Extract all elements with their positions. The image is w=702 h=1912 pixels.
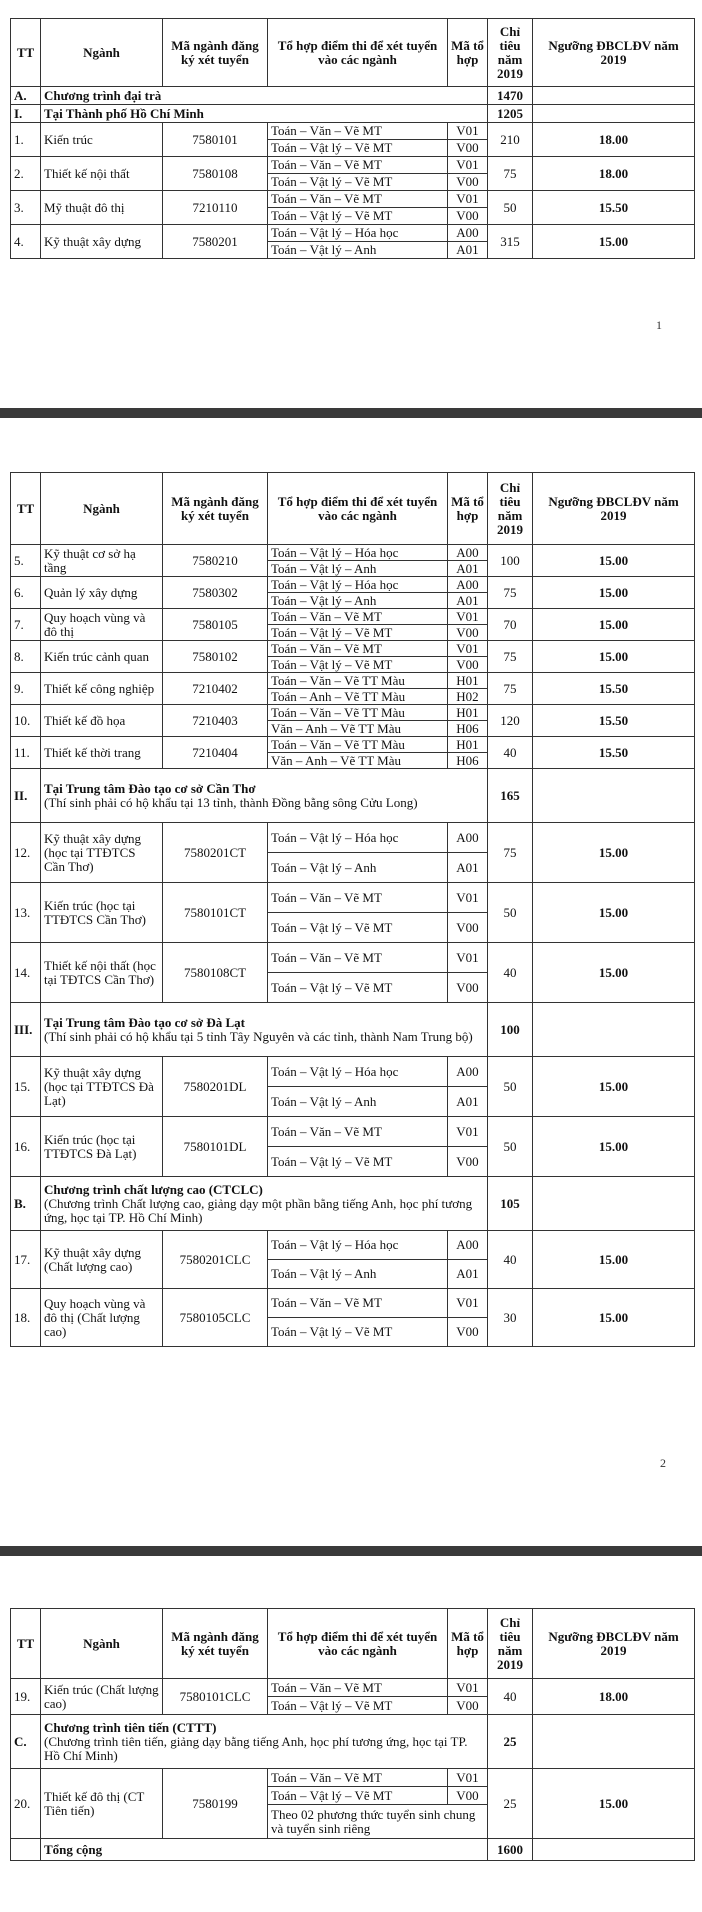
- row-code: 7580102: [163, 641, 268, 673]
- row-combo: Toán – Vật lý – Hóa học: [268, 823, 448, 853]
- row-combo-code: V01: [448, 641, 488, 657]
- row-combo-code: H06: [448, 753, 488, 769]
- row-code: 7580201CLC: [163, 1231, 268, 1289]
- row-combo-code: V01: [448, 943, 488, 973]
- section-row: [11, 87, 695, 105]
- row-combo-code: A01: [448, 853, 488, 883]
- row-combo: Toán – Văn – Vẽ MT: [268, 609, 448, 625]
- header-matohop: Mã tổ hợp: [448, 1609, 488, 1679]
- section-tt: I.: [11, 105, 41, 123]
- row-name: Quản lý xây dựng: [41, 577, 163, 609]
- row-combo-code: A01: [448, 242, 488, 259]
- row-code: 7580201: [163, 225, 268, 259]
- row-combo-code: V01: [448, 883, 488, 913]
- table-row: [11, 157, 695, 174]
- header-ma: Mã ngành đăng ký xét tuyển: [163, 1609, 268, 1679]
- table-row: [11, 545, 695, 561]
- row-code: 7580210: [163, 545, 268, 577]
- row-code: 7580101CLC: [163, 1679, 268, 1715]
- row-tt: 12.: [11, 823, 41, 883]
- header-nguong: Ngưỡng ĐBCLĐV năm 2019: [533, 1609, 695, 1679]
- row-tt: 11.: [11, 737, 41, 769]
- row-name: Kỹ thuật xây dựng (Chất lượng cao): [41, 1231, 163, 1289]
- row-tt: 13.: [11, 883, 41, 943]
- row-name: Thiết kế thời trang: [41, 737, 163, 769]
- row-name: Quy hoạch vùng và đô thị: [41, 609, 163, 641]
- row-combo-code: V01: [448, 191, 488, 208]
- row-code: 7580105: [163, 609, 268, 641]
- row-combo: Toán – Văn – Vẽ MT: [268, 883, 448, 913]
- row-name: Thiết kế đồ họa: [41, 705, 163, 737]
- row-score: 15.00: [533, 883, 695, 943]
- row-combo: Toán – Văn – Vẽ TT Màu: [268, 673, 448, 689]
- row-tt: 1.: [11, 123, 41, 157]
- row-quota: 40: [488, 1231, 533, 1289]
- row-quota: 210: [488, 123, 533, 157]
- row-combo: Toán – Vật lý – Vẽ MT: [268, 657, 448, 673]
- row-score: 18.00: [533, 157, 695, 191]
- row-combo-code: V00: [448, 913, 488, 943]
- total-label: Tổng cộng: [41, 1839, 488, 1861]
- row-combo: Toán – Anh – Vẽ TT Màu: [268, 689, 448, 705]
- row-quota: 30: [488, 1289, 533, 1347]
- header-nguong: Ngưỡng ĐBCLĐV năm 2019: [533, 19, 695, 87]
- row-combo: Toán – Vật lý – Vẽ MT: [268, 1787, 448, 1805]
- row-combo: Văn – Anh – Vẽ TT Màu: [268, 721, 448, 737]
- row-code: 7580201DL: [163, 1057, 268, 1117]
- row-name: Kiến trúc cảnh quan: [41, 641, 163, 673]
- total-row: [11, 1839, 695, 1861]
- row-quota: 75: [488, 157, 533, 191]
- table-row: [11, 705, 695, 721]
- row-score: 15.50: [533, 705, 695, 737]
- row-score: 15.00: [533, 1289, 695, 1347]
- row-combo-code: A00: [448, 545, 488, 561]
- row-combo-code: V00: [448, 973, 488, 1003]
- header-tohop: Tổ hợp điểm thi để xét tuyển vào các ngành: [268, 473, 448, 545]
- row-name: Kỹ thuật cơ sở hạ tầng: [41, 545, 163, 577]
- page-divider: [0, 1546, 702, 1556]
- row-score: 18.00: [533, 1679, 695, 1715]
- row-combo: Toán – Vật lý – Vẽ MT: [268, 913, 448, 943]
- row-quota: 70: [488, 609, 533, 641]
- admission-table-page-2-body: [10, 544, 695, 1347]
- row-score: 15.00: [533, 609, 695, 641]
- row-score: 15.50: [533, 737, 695, 769]
- row-combo: Toán – Văn – Vẽ MT: [268, 641, 448, 657]
- row-combo: Toán – Vật lý – Anh: [268, 1260, 448, 1289]
- header-nganh: Ngành: [41, 1609, 163, 1679]
- row-quota: 50: [488, 883, 533, 943]
- row-score: 15.00: [533, 545, 695, 577]
- section-tt: II.: [11, 769, 41, 823]
- row-name: Kiến trúc: [41, 123, 163, 157]
- row-combo-code: H01: [448, 705, 488, 721]
- row-combo: Toán – Vật lý – Hóa học: [268, 545, 448, 561]
- row-quota: 75: [488, 823, 533, 883]
- row-quota: 75: [488, 577, 533, 609]
- section-tt: III.: [11, 1003, 41, 1057]
- row-combo-code: V01: [448, 1289, 488, 1318]
- row-score: 15.00: [533, 1117, 695, 1177]
- row-score: 15.50: [533, 673, 695, 705]
- section-title: Tại Trung tâm Đào tạo cơ sở Cần Thơ: [44, 780, 256, 796]
- section-note: (Thí sinh phải có hộ khẩu tại 5 tỉnh Tây Nguyên và các tỉnh, thành Nam Trung bộ): [44, 1028, 473, 1044]
- row-combo: Toán – Văn – Vẽ MT: [268, 1769, 448, 1787]
- section-row: [11, 769, 695, 823]
- page-2: [0, 418, 702, 1548]
- row-quota: 40: [488, 943, 533, 1003]
- row-quota: 120: [488, 705, 533, 737]
- section-tt: A.: [11, 87, 41, 105]
- row-tt: 2.: [11, 157, 41, 191]
- row-combo-code: V00: [448, 208, 488, 225]
- row-combo: Toán – Vật lý – Vẽ MT: [268, 973, 448, 1003]
- row-combo-code: A00: [448, 1231, 488, 1260]
- row-code: 7580108: [163, 157, 268, 191]
- section-row: [11, 1715, 695, 1769]
- row-combo: Toán – Vật lý – Anh: [268, 242, 448, 259]
- admission-table-page-1: [10, 18, 695, 259]
- row-quota: 50: [488, 1057, 533, 1117]
- row-combo-code: A01: [448, 1260, 488, 1289]
- row-combo: Toán – Vật lý – Anh: [268, 1087, 448, 1117]
- row-combo: Toán – Vật lý – Vẽ MT: [268, 1318, 448, 1347]
- row-tt: 20.: [11, 1769, 41, 1839]
- row-name: Quy hoạch vùng và đô thị (Chất lượng cao): [41, 1289, 163, 1347]
- row-quota: 50: [488, 191, 533, 225]
- row-combo: Toán – Văn – Vẽ MT: [268, 191, 448, 208]
- row-tt: 17.: [11, 1231, 41, 1289]
- row-combo: Toán – Vật lý – Vẽ MT: [268, 1147, 448, 1177]
- table-row: [11, 673, 695, 689]
- row-combo-code: V00: [448, 140, 488, 157]
- table-header: [11, 19, 695, 87]
- header-ma: Mã ngành đăng ký xét tuyển: [163, 19, 268, 87]
- row-quota: 25: [488, 1769, 533, 1839]
- row-tt: 16.: [11, 1117, 41, 1177]
- section-note: (Thí sinh phải có hộ khẩu tại 13 tỉnh, thành Đồng bằng sông Cửu Long): [44, 794, 418, 810]
- row-combo-code: V01: [448, 1117, 488, 1147]
- row-combo-code: V01: [448, 1679, 488, 1697]
- row-combo-code: A01: [448, 561, 488, 577]
- page-1: [0, 0, 702, 410]
- row-combo-code: V01: [448, 609, 488, 625]
- row-tt: 15.: [11, 1057, 41, 1117]
- row-combo: Toán – Văn – Vẽ MT: [268, 1679, 448, 1697]
- row-name: Mỹ thuật đô thị: [41, 191, 163, 225]
- section-note: (Chương trình tiên tiến, giảng dạy bằng tiếng Anh, học phí tương ứng, học tại TP. Hồ Chí Minh): [44, 1733, 468, 1763]
- header-ma: Mã ngành đăng ký xét tuyển: [163, 473, 268, 545]
- page-3: [0, 1556, 702, 1912]
- section-row: [11, 1177, 695, 1231]
- row-name: Kỹ thuật xây dựng (học tại TTĐTCS Đà Lạt): [41, 1057, 163, 1117]
- row-combo: Văn – Anh – Vẽ TT Màu: [268, 753, 448, 769]
- header-nganh: Ngành: [41, 19, 163, 87]
- row-combo: Toán – Văn – Vẽ MT: [268, 1117, 448, 1147]
- row-combo-code: V01: [448, 1769, 488, 1787]
- row-name: Kiến trúc (Chất lượng cao): [41, 1679, 163, 1715]
- page-divider: [0, 408, 702, 418]
- row-combo: Toán – Văn – Vẽ TT Màu: [268, 705, 448, 721]
- row-combo-code: A00: [448, 1057, 488, 1087]
- row-code: 7210403: [163, 705, 268, 737]
- row-combo: Toán – Văn – Vẽ TT Màu: [268, 737, 448, 753]
- row-combo-code: A00: [448, 577, 488, 593]
- row-name: Thiết kế nội thất: [41, 157, 163, 191]
- page-number: 2: [660, 1456, 666, 1470]
- row-code: 7210402: [163, 673, 268, 705]
- row-combo-code: V00: [448, 657, 488, 673]
- row-name: Kỹ thuật xây dựng: [41, 225, 163, 259]
- row-combo: Toán – Vật lý – Anh: [268, 853, 448, 883]
- section-tt: B.: [11, 1177, 41, 1231]
- row-combo: Toán – Vật lý – Hóa học: [268, 1231, 448, 1260]
- row-quota: 50: [488, 1117, 533, 1177]
- row-quota: 100: [488, 545, 533, 577]
- admission-table-page-3: [10, 1608, 695, 1861]
- row-score: 18.00: [533, 123, 695, 157]
- table-row: [11, 943, 695, 973]
- row-combo: Toán – Văn – Vẽ MT: [268, 943, 448, 973]
- row-combo: Toán – Vật lý – Vẽ MT: [268, 140, 448, 157]
- row-combo-code: A01: [448, 1087, 488, 1117]
- row-tt: 8.: [11, 641, 41, 673]
- header-tohop: Tổ hợp điểm thi để xét tuyển vào các ngành: [268, 19, 448, 87]
- row-name: Kiến trúc (học tại TTĐTCS Cần Thơ): [41, 883, 163, 943]
- header-matohop: Mã tổ hợp: [448, 473, 488, 545]
- page-number: 1: [656, 318, 662, 332]
- row-combo: Toán – Vật lý – Hóa học: [268, 1057, 448, 1087]
- row-combo-code: V00: [448, 174, 488, 191]
- row-score: 15.00: [533, 823, 695, 883]
- row-combo-code: V00: [448, 625, 488, 641]
- row-combo: Toán – Văn – Vẽ MT: [268, 1289, 448, 1318]
- row-tt: 7.: [11, 609, 41, 641]
- row-combo-code: A01: [448, 593, 488, 609]
- section-title: Tại Thành phố Hồ Chí Minh: [41, 105, 488, 123]
- table-row: [11, 1231, 695, 1260]
- header-chitieu: Chỉ tiêu năm 2019: [488, 19, 533, 87]
- row-combo-code: H01: [448, 673, 488, 689]
- row-name: Thiết kế nội thất (học tại TĐTCS Cần Thơ): [41, 943, 163, 1003]
- table-row: [11, 225, 695, 242]
- row-score: 15.00: [533, 943, 695, 1003]
- table-row: [11, 1769, 695, 1787]
- header-matohop: Mã tổ hợp: [448, 19, 488, 87]
- row-combo-code: V00: [448, 1318, 488, 1347]
- row-quota: 75: [488, 673, 533, 705]
- section-quota: 1470: [488, 87, 533, 105]
- table-row: [11, 577, 695, 593]
- table-row: [11, 191, 695, 208]
- row-code: 7210110: [163, 191, 268, 225]
- section-tt: C.: [11, 1715, 41, 1769]
- section-quota: 100: [488, 1003, 533, 1057]
- row-combo: Toán – Văn – Vẽ MT: [268, 123, 448, 140]
- row-code: 7580105CLC: [163, 1289, 268, 1347]
- row-combo-code: V00: [448, 1787, 488, 1805]
- row-combo: Toán – Vật lý – Vẽ MT: [268, 625, 448, 641]
- row-name: Thiết kế công nghiệp: [41, 673, 163, 705]
- row-combo: Toán – Vật lý – Anh: [268, 561, 448, 577]
- header-nganh: Ngành: [41, 473, 163, 545]
- section-row: [11, 1003, 695, 1057]
- row-tt: 14.: [11, 943, 41, 1003]
- row-quota: 40: [488, 1679, 533, 1715]
- row-combo: Toán – Vật lý – Hóa học: [268, 577, 448, 593]
- row-quota: 315: [488, 225, 533, 259]
- section-quota: 1205: [488, 105, 533, 123]
- row-code: 7580101CT: [163, 883, 268, 943]
- total-quota: 1600: [488, 1839, 533, 1861]
- row-combo-note: Theo 02 phương thức tuyển sinh chung và tuyển sinh riêng: [268, 1805, 488, 1839]
- table-row: [11, 609, 695, 625]
- row-tt: 19.: [11, 1679, 41, 1715]
- section-title: Chương trình đại trà: [41, 87, 488, 105]
- row-combo-code: V01: [448, 123, 488, 140]
- row-name: Kỹ thuật xây dựng (học tại TTĐTCS Cần Thơ): [41, 823, 163, 883]
- section-note: (Chương trình Chất lượng cao, giảng dạy một phần bằng tiếng Anh, học phí tương ứng, học tại TP. Hồ Chí Minh): [44, 1195, 473, 1225]
- header-chitieu: Chỉ tiêu năm 2019: [488, 1609, 533, 1679]
- row-combo-code: H06: [448, 721, 488, 737]
- row-combo-code: H02: [448, 689, 488, 705]
- table-row: [11, 1117, 695, 1147]
- section-title: Chương trình tiên tiến (CTTT): [44, 1719, 217, 1735]
- row-combo: Toán – Vật lý – Vẽ MT: [268, 174, 448, 191]
- table-header: [11, 1609, 695, 1679]
- admission-table-page-2: [10, 472, 695, 545]
- row-tt: 3.: [11, 191, 41, 225]
- row-combo: Toán – Vật lý – Vẽ MT: [268, 208, 448, 225]
- section-row: [11, 105, 695, 123]
- row-combo-code: V00: [448, 1697, 488, 1715]
- header-chitieu: Chỉ tiêu năm 2019: [488, 473, 533, 545]
- table-row: [11, 1679, 695, 1697]
- section-title: Chương trình chất lượng cao (CTCLC): [44, 1181, 263, 1197]
- row-combo-code: H01: [448, 737, 488, 753]
- row-tt: 5.: [11, 545, 41, 577]
- row-code: 7580108CT: [163, 943, 268, 1003]
- row-combo: Toán – Vật lý – Vẽ MT: [268, 1697, 448, 1715]
- row-combo: Toán – Văn – Vẽ MT: [268, 157, 448, 174]
- row-code: 7580101: [163, 123, 268, 157]
- table-row: [11, 1057, 695, 1087]
- row-score: 15.50: [533, 191, 695, 225]
- row-combo: Toán – Vật lý – Anh: [268, 593, 448, 609]
- section-quota: 105: [488, 1177, 533, 1231]
- table-row: [11, 823, 695, 853]
- table-row: [11, 1289, 695, 1318]
- row-code: 7580101DL: [163, 1117, 268, 1177]
- row-score: 15.00: [533, 641, 695, 673]
- row-score: 15.00: [533, 1231, 695, 1289]
- table-row: [11, 123, 695, 140]
- row-tt: 10.: [11, 705, 41, 737]
- row-combo-code: A00: [448, 823, 488, 853]
- row-tt: 4.: [11, 225, 41, 259]
- row-score: 15.00: [533, 1057, 695, 1117]
- row-combo: Toán – Vật lý – Hóa học: [268, 225, 448, 242]
- header-tt: TT: [11, 19, 41, 87]
- header-tt: TT: [11, 473, 41, 545]
- section-quota: 165: [488, 769, 533, 823]
- row-tt: 9.: [11, 673, 41, 705]
- header-tohop: Tổ hợp điểm thi để xét tuyển vào các ngành: [268, 1609, 448, 1679]
- row-score: 15.00: [533, 577, 695, 609]
- row-tt: 18.: [11, 1289, 41, 1347]
- header-nguong: Ngưỡng ĐBCLĐV năm 2019: [533, 473, 695, 545]
- row-combo-code: V01: [448, 157, 488, 174]
- row-score: 15.00: [533, 1769, 695, 1839]
- row-combo-code: A00: [448, 225, 488, 242]
- table-header: [11, 473, 695, 545]
- row-combo-code: V00: [448, 1147, 488, 1177]
- table-row: [11, 883, 695, 913]
- table-row: [11, 737, 695, 753]
- header-tt: TT: [11, 1609, 41, 1679]
- row-code: 7210404: [163, 737, 268, 769]
- row-quota: 40: [488, 737, 533, 769]
- row-name: Kiến trúc (học tại TTĐTCS Đà Lạt): [41, 1117, 163, 1177]
- row-code: 7580201CT: [163, 823, 268, 883]
- row-code: 7580199: [163, 1769, 268, 1839]
- row-quota: 75: [488, 641, 533, 673]
- row-score: 15.00: [533, 225, 695, 259]
- row-tt: 6.: [11, 577, 41, 609]
- section-quota: 25: [488, 1715, 533, 1769]
- table-row: [11, 641, 695, 657]
- row-name: Thiết kế đô thị (CT Tiên tiến): [41, 1769, 163, 1839]
- section-title: Tại Trung tâm Đào tạo cơ sở Đà Lạt: [44, 1014, 245, 1030]
- row-code: 7580302: [163, 577, 268, 609]
